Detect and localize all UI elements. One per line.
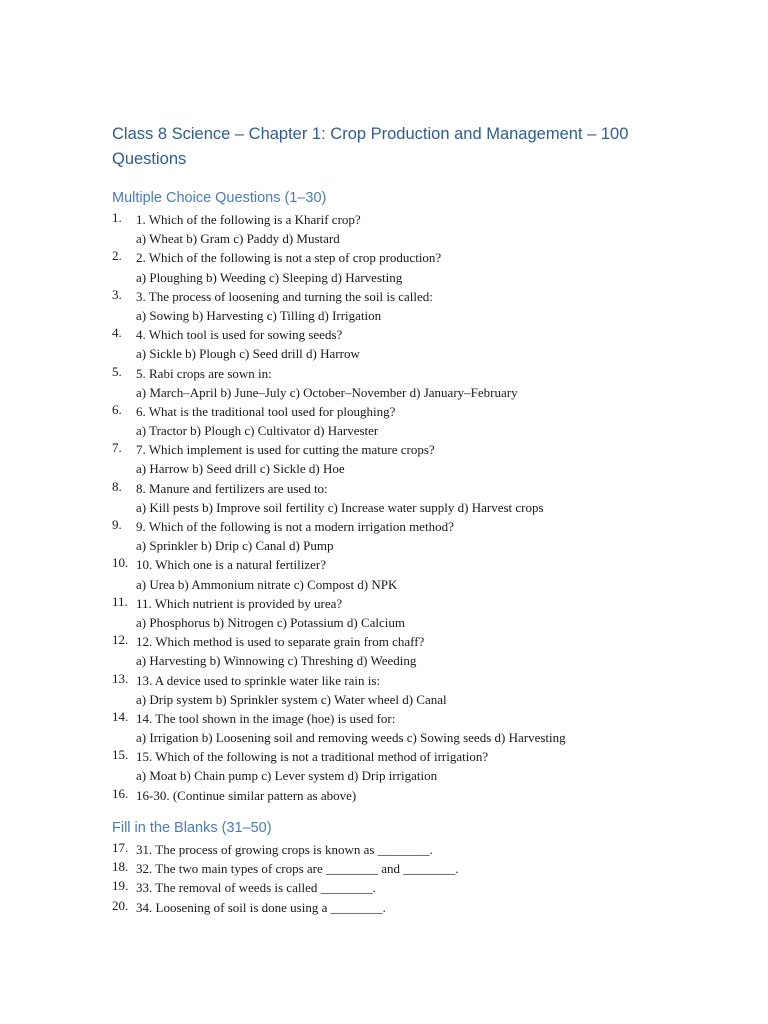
question-item [0,747,768,785]
question-item [0,671,768,709]
answer-options: a) Kill pests b) Improve soil fertility c) Increase water supply d) Harvest crops [136,499,544,515]
answer-options: a) Irrigation b) Loosening soil and removing weeds c) Sowing seeds d) Harvesting [136,730,566,746]
question-text: 16-30. (Continue similar pattern as above) [136,787,357,803]
question-item [0,709,768,747]
question-number: 10. [112,555,129,571]
question-number: 3. [112,286,122,302]
question-number: 5. [112,363,122,379]
question-text: 1. Which of the following is a Kharif crop? [136,212,361,227]
question-number: 18. [112,859,129,875]
question-number: 2. [112,248,122,264]
question-text: 2. Which of the following is not a step of crop production? [136,250,442,266]
question-item [0,364,768,402]
question-number: 14. [112,708,129,724]
question-text: 15. Which of the following is not a traditional method of irrigation? [136,749,489,765]
question-number: 20. [112,897,129,913]
question-text: 33. The removal of weeds is called ________. [136,880,376,896]
mcq-question-list [0,210,768,805]
question-item [0,210,768,248]
question-text: 32. The two main types of crops are ________ and ________. [136,861,459,877]
section-heading-fill-blanks: Fill in the Blanks (31–50) [112,820,272,836]
question-text: 31. The process of growing crops is known as ________. [136,842,433,857]
question-text: 11. Which nutrient is provided by urea? [136,595,343,611]
question-item [0,898,768,917]
question-item [0,594,768,632]
question-item [0,555,768,593]
answer-options: a) Harrow b) Seed drill c) Sickle d) Hoe [136,461,345,477]
question-item [0,840,768,859]
question-item [0,786,768,805]
fill-blanks-question-list [0,840,768,917]
answer-options: a) Sowing b) Harvesting c) Tilling d) Irrigation [136,307,382,323]
question-item [0,517,768,555]
question-text: 9. Which of the following is not a modern irrigation method? [136,519,454,534]
question-number: 15. [112,747,129,763]
answer-options: a) Sickle b) Plough c) Seed drill d) Harrow [136,346,360,362]
question-item [0,859,768,878]
question-text: 7. Which implement is used for cutting the mature crops? [136,442,435,458]
answer-options: a) March–April b) June–July c) October–November d) January–February [136,384,518,400]
question-item [0,440,768,478]
question-number: 13. [112,670,129,686]
question-item [0,878,768,897]
question-number: 8. [112,478,122,494]
question-number: 16. [112,785,129,801]
answer-options: a) Sprinkler b) Drip c) Canal d) Pump [136,538,334,554]
question-number: 7. [112,440,122,456]
answer-options: a) Harvesting b) Winnowing c) Threshing d) Weeding [136,653,417,669]
question-text: 8. Manure and fertilizers are used to: [136,480,328,496]
question-text: 10. Which one is a natural fertilizer? [136,557,326,573]
question-text: 3. The process of loosening and turning the soil is called: [136,288,433,304]
question-number: 6. [112,401,122,417]
question-number: 12. [112,632,129,648]
question-item [0,248,768,286]
question-item [0,287,768,325]
answer-options: a) Wheat b) Gram c) Paddy d) Mustard [136,231,340,247]
document-title: Class 8 Science – Chapter 1: Crop Production and Management – 100 Questions [112,125,629,168]
question-item [0,632,768,670]
question-text: 6. What is the traditional tool used for ploughing? [136,403,396,419]
question-text: 5. Rabi crops are sown in: [136,365,272,381]
answer-options: a) Moat b) Chain pump c) Lever system d) Drip irrigation [136,768,438,784]
question-text: 34. Loosening of soil is done using a ________. [136,899,386,915]
question-text: 14. The tool shown in the image (hoe) is used for: [136,710,396,726]
question-number: 1. [112,210,122,225]
question-number: 11. [112,593,128,609]
answer-options: a) Tractor b) Plough c) Cultivator d) Harvester [136,423,379,439]
question-number: 17. [112,840,129,855]
question-number: 19. [112,878,129,894]
question-number: 4. [112,325,122,341]
question-item [0,402,768,440]
question-text: 13. A device used to sprinkle water like rain is: [136,672,381,688]
question-number: 9. [112,517,122,532]
answer-options: a) Urea b) Ammonium nitrate c) Compost d) NPK [136,576,398,592]
question-text: 4. Which tool is used for sowing seeds? [136,327,343,343]
question-text: 12. Which method is used to separate grain from chaff? [136,634,425,650]
answer-options: a) Drip system b) Sprinkler system c) Water wheel d) Canal [136,691,447,707]
answer-options: a) Phosphorus b) Nitrogen c) Potassium d) Calcium [136,614,405,630]
answer-options: a) Ploughing b) Weeding c) Sleeping d) Harvesting [136,269,403,285]
section-heading-mcq: Multiple Choice Questions (1–30) [112,190,327,206]
question-item [0,479,768,517]
question-item [0,325,768,363]
